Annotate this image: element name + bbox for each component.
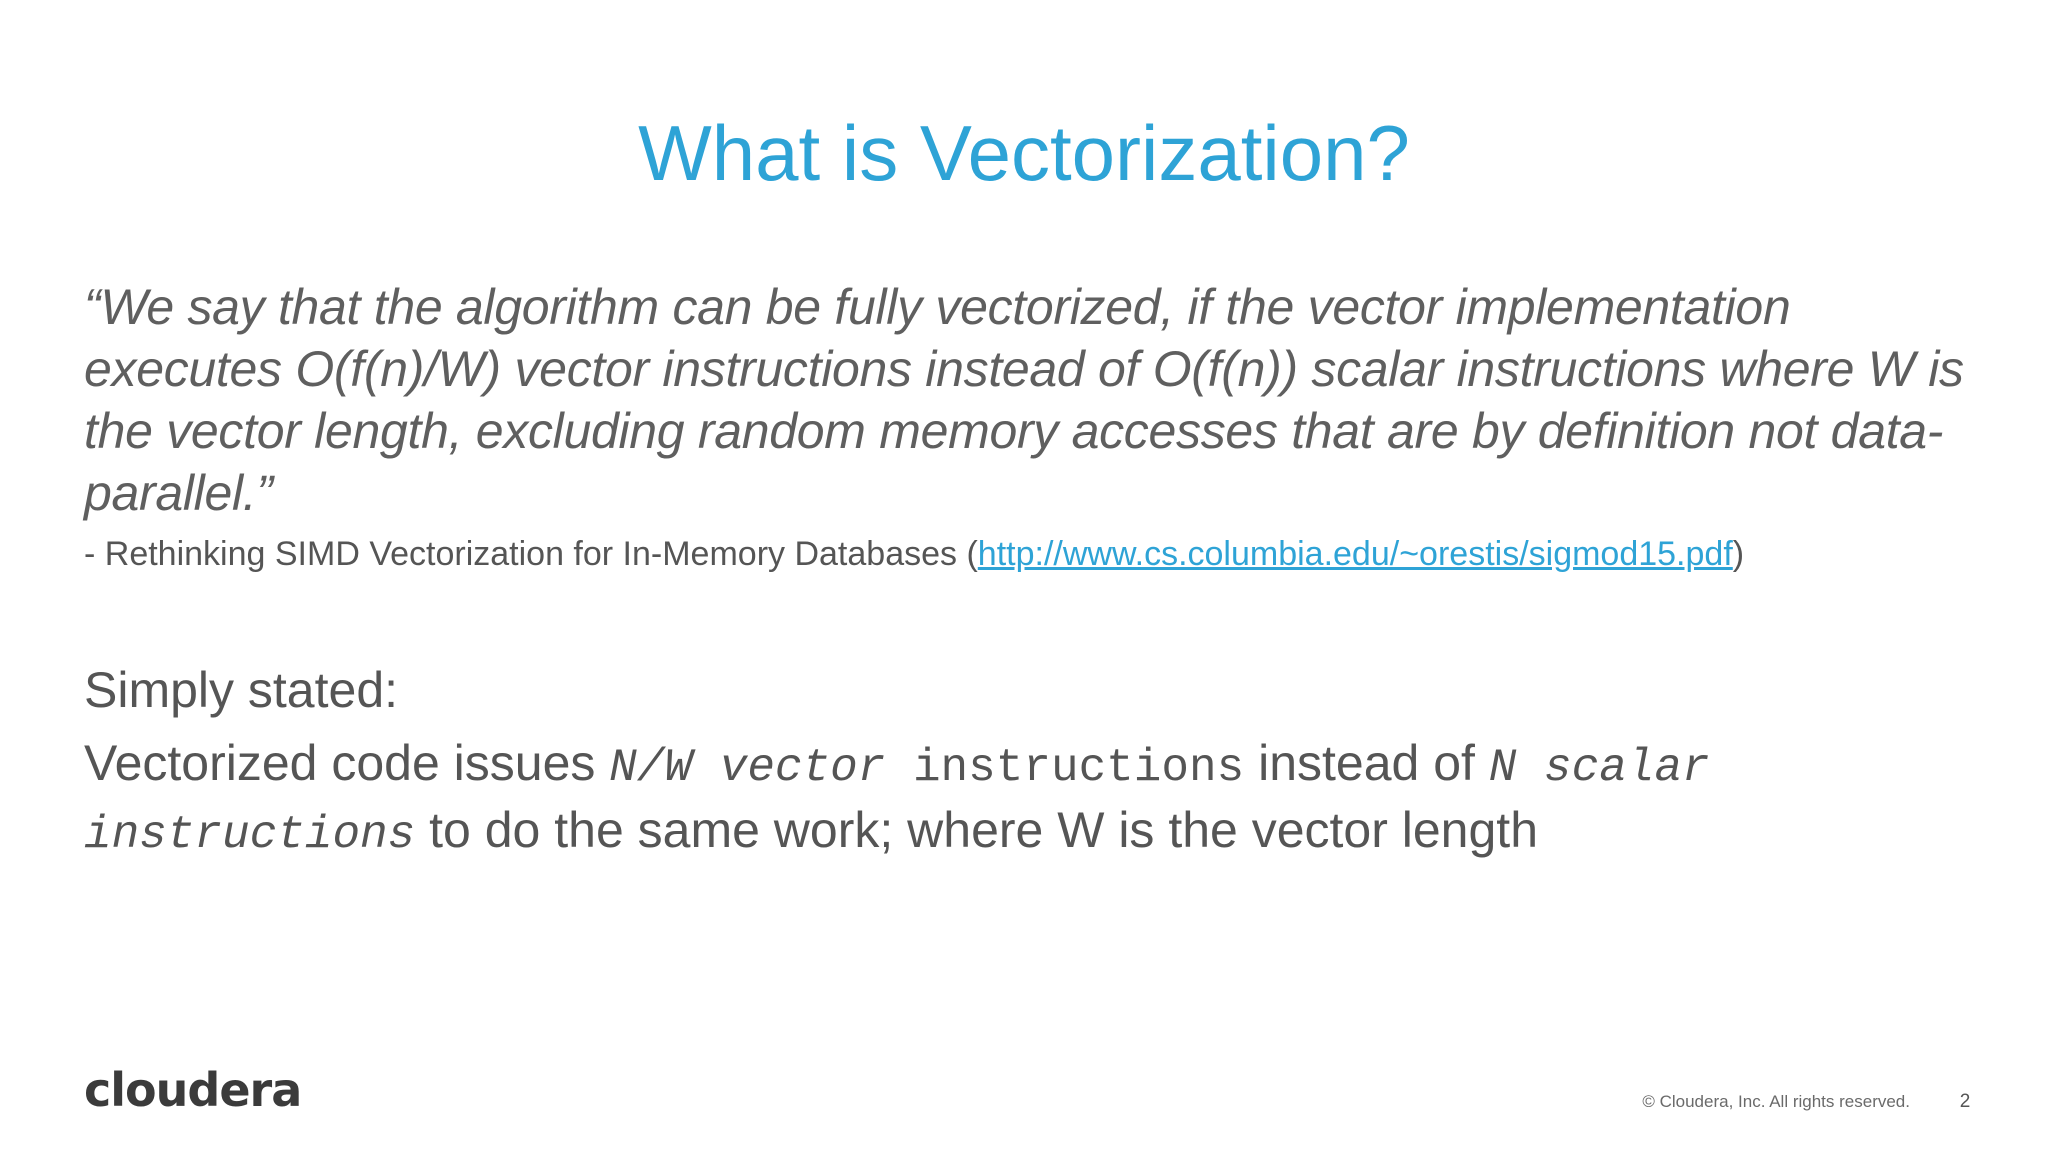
page-number: 2 [1959,1091,1971,1112]
cloudera-logo: cloudera [84,1063,302,1117]
slide-title: What is Vectorization? [638,109,1410,197]
statement-part1: Vectorized code issues [84,735,610,791]
subhead: Simply stated: [84,662,399,718]
copyright-text: © Cloudera, Inc. All rights reserved. [1642,1092,1910,1111]
source-link[interactable]: http://www.cs.columbia.edu/~orestis/sigmod15.pdf [977,535,1733,573]
statement-code-n-scalar: N scalar instructions [84,742,1710,861]
statement-code-instructions: instructions [885,742,1245,794]
quote-text: “We say that the algorithm can be fully vectorized, if the vector implementation executes O(f(n)/W) vector instructions instead of O(f(n)) scalar instructions where W is the vector length, excluding random memory accesses that are by definition not data-parallel.” [84,279,1964,521]
statement-part2: instead of [1244,735,1489,791]
statement-code-nw-vector: N/W vector [609,742,886,794]
source-citation [84,532,1984,576]
statement [84,732,1984,866]
statement-part3: to do the same work; where W is the vector length [415,802,1538,858]
source-suffix: ) [1732,535,1745,573]
source-prefix: - Rethinking SIMD Vectorization for In-Memory Databases ( [84,535,978,573]
